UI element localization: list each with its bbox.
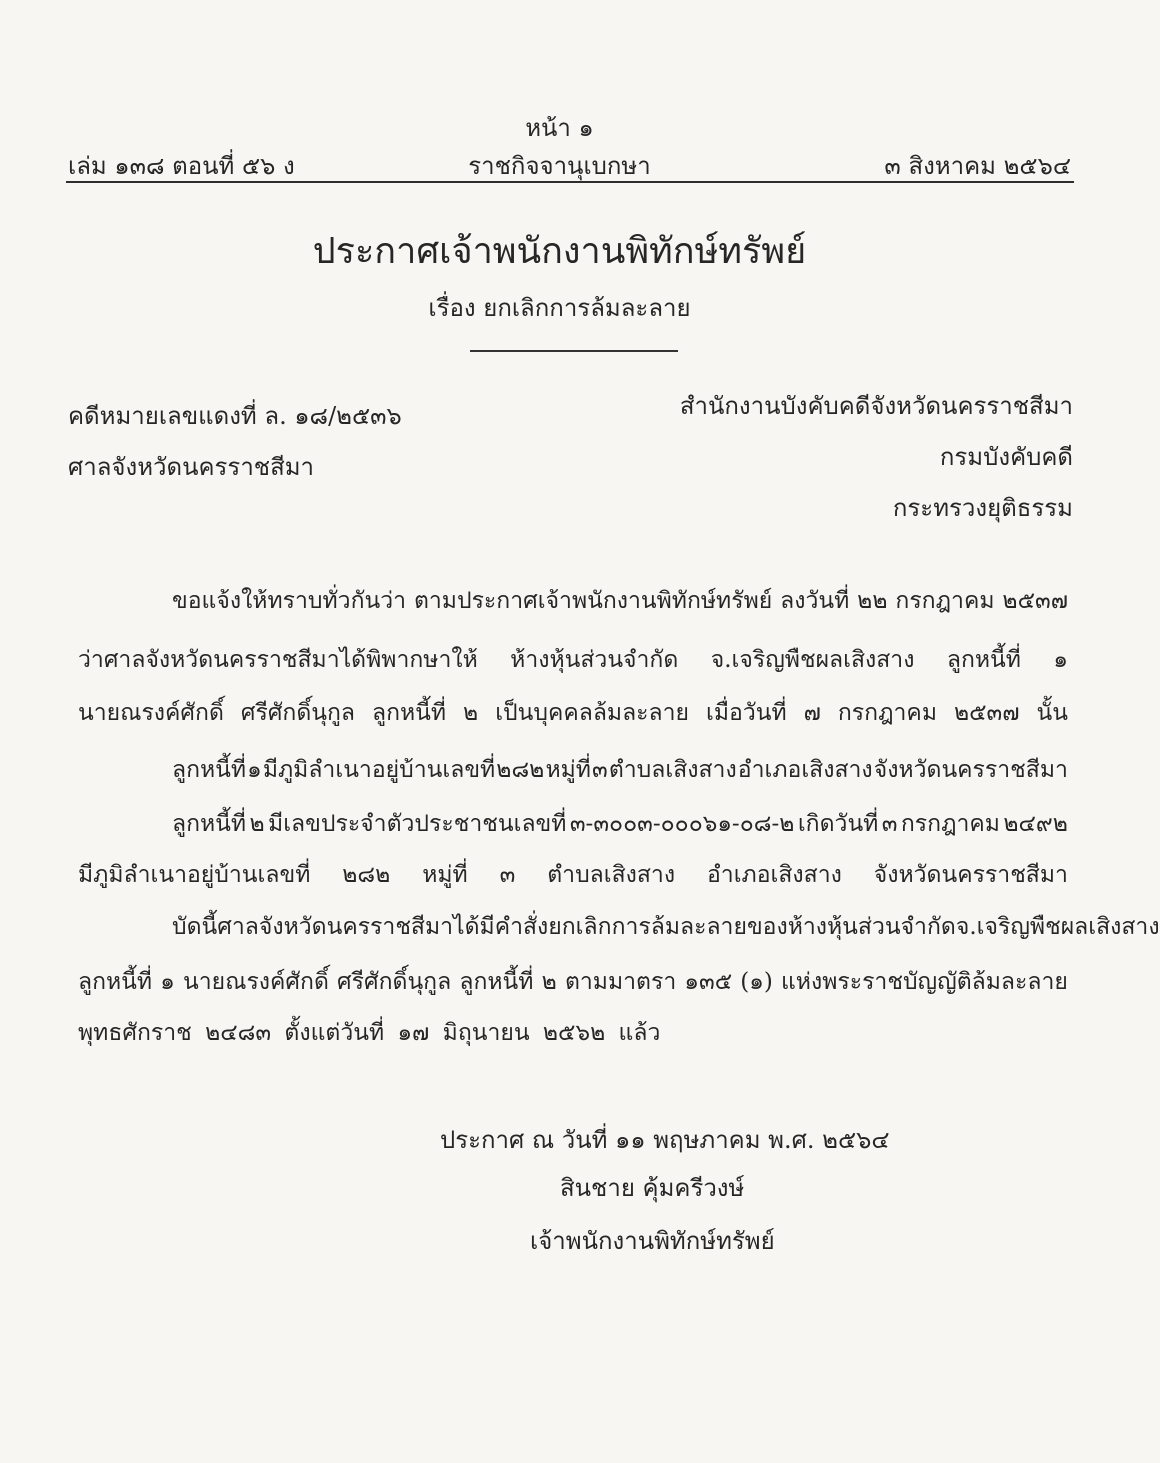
publication-date: ๓ สิงหาคม ๒๕๖๔ [884, 152, 1071, 180]
body-word: ๒๘๒ [342, 862, 391, 888]
volume-issue: เล่ม ๑๓๘ ตอนที่ ๕๖ ง [68, 152, 295, 180]
body-word: ๑ [160, 969, 175, 995]
body-word: เป็นบุคคลล้มละลาย [495, 700, 690, 726]
body-word: ตำบลเสิงสาง [608, 757, 737, 783]
body-word: ๒ [463, 700, 479, 726]
body-word: ลูกหนี้ที่ [946, 647, 1021, 673]
body-word: ๗ [803, 700, 821, 726]
body-word: (๑) [740, 969, 773, 995]
title-divider [470, 350, 678, 352]
body-word: จ.เจริญพืชผลเสิงสาง [710, 647, 915, 673]
ministry-name: กระทรวงยุติธรรม [892, 494, 1073, 522]
body-word: หมู่ที่ [545, 757, 591, 783]
body-word: เกิดวันที่ [797, 811, 879, 837]
body-word: อำเภอเสิงสาง [737, 757, 873, 783]
body-word: ๑๓๕ [684, 969, 733, 995]
body-line [78, 695, 1068, 731]
body-word: ๓ [499, 862, 516, 888]
body-word: ๒ [249, 811, 265, 837]
body-word: ๓ [881, 811, 898, 837]
body-word: ๒๔๙๒ [1003, 811, 1068, 837]
court-name: ศาลจังหวัดนครราชสีมา [68, 453, 315, 481]
department-name: กรมบังคับคดี [939, 443, 1073, 471]
page-number: หน้า ๑ [525, 114, 594, 142]
body-word: กรกฎาคม [837, 700, 937, 726]
body-word: ๓-๓๐๐๓-๐๐๐๖๑-๐๘-๒ [569, 811, 795, 837]
body-word: ตามมาตรา [564, 969, 677, 995]
body-word: ๒๘๒ [496, 757, 545, 783]
body-word: ศาลจังหวัดนครราชสีมาได้มีคำสั่งยกเลิกการล้มละลายของ [217, 914, 788, 940]
body-word: กรกฎาคม [895, 588, 995, 614]
body-word: ๓ [592, 757, 608, 783]
body-word: นั้น [1036, 700, 1068, 726]
body-line: พุทธศักราช ๒๔๘๓ ตั้งแต่วันที่ ๑๗ มิถุนายน ๒๕๖๒ แล้ว [78, 1020, 661, 1046]
signatory-position: เจ้าพนักงานพิทักษ์ทรัพย์ [530, 1227, 775, 1255]
body-word: จังหวัดนครราชสีมา [873, 862, 1068, 888]
announcement-date: ประกาศ ณ วันที่ ๑๑ พฤษภาคม พ.ศ. ๒๕๖๔ [440, 1126, 890, 1154]
body-word: เมื่อวันที่ [706, 700, 787, 726]
header-divider [66, 181, 1074, 183]
body-line [78, 642, 1068, 678]
body-word: มีภูมิลำเนาอยู่บ้านเลขที่ [262, 757, 496, 783]
body-word: ขอแจ้งให้ทราบทั่วกันว่า [172, 588, 407, 614]
case-number: คดีหมายเลขแดงที่ ล. ๑๘/๒๕๓๖ [68, 402, 402, 430]
body-word: นายณรงค์ศักดิ์ [183, 969, 329, 995]
body-word: ลงวันที่ [780, 588, 850, 614]
body-word: ๑ [247, 757, 262, 783]
body-word: อำเภอเสิงสาง [706, 862, 842, 888]
body-word: ลูกหนี้ที่ [78, 969, 153, 995]
body-word: ศรีศักดิ์นุกูล [240, 700, 356, 726]
body-word: จังหวัดนครราชสีมา [873, 757, 1068, 783]
body-word: ลูกหนี้ที่ [372, 700, 447, 726]
body-word: จ.เจริญพืชผลเสิงสาง [955, 914, 1160, 940]
body-word: นายณรงค์ศักดิ์ [78, 700, 224, 726]
body-word: ว่าศาลจังหวัดนครราชสีมาได้พิพากษาให้ [78, 647, 478, 673]
body-word: มีเลขประจำตัวประชาชนเลขที่ [268, 811, 567, 837]
body-line [172, 909, 1160, 945]
body-word: ลูกหนี้ที่ [172, 757, 247, 783]
body-word: กรกฎาคม [900, 811, 1000, 837]
body-word: ตำบลเสิงสาง [547, 862, 676, 888]
body-word: ๒๕๓๗ [953, 700, 1020, 726]
body-word: แห่งพระราชบัญญัติล้มละลาย [780, 969, 1068, 995]
body-word: หมู่ที่ [422, 862, 468, 888]
body-word: ๑ [1053, 647, 1068, 673]
body-word: ๒๕๓๗ [1002, 588, 1068, 614]
body-line [172, 806, 1068, 842]
office-name: สำนักงานบังคับคดีจังหวัดนครราชสีมา [679, 392, 1073, 420]
body-word: ๒ [541, 969, 557, 995]
body-line [172, 583, 1068, 619]
body-word: ลูกหนี้ที่ [459, 969, 534, 995]
gazette-name: ราชกิจจานุเบกษา [468, 152, 651, 180]
announcement-title: ประกาศเจ้าพนักงานพิทักษ์ทรัพย์ [312, 231, 807, 272]
body-line [78, 964, 1068, 1000]
body-word: ห้างหุ้นส่วนจำกัด [510, 647, 679, 673]
body-line [172, 752, 1068, 788]
body-word: ห้างหุ้นส่วนจำกัด [787, 914, 956, 940]
body-word: บัดนี้ [172, 914, 218, 940]
body-line [78, 857, 1068, 893]
signatory-name: สินชาย คุ้มครีวงษ์ [560, 1174, 745, 1202]
body-word: มีภูมิลำเนาอยู่บ้านเลขที่ [78, 862, 311, 888]
body-word: ตามประกาศเจ้าพนักงานพิทักษ์ทรัพย์ [413, 588, 773, 614]
body-word: ๒๒ [857, 588, 888, 614]
body-word: ลูกหนี้ที่ [172, 811, 247, 837]
body-word: ศรีศักดิ์นุกูล [337, 969, 452, 995]
announcement-subject: เรื่อง ยกเลิกการล้มละลาย [428, 294, 691, 322]
